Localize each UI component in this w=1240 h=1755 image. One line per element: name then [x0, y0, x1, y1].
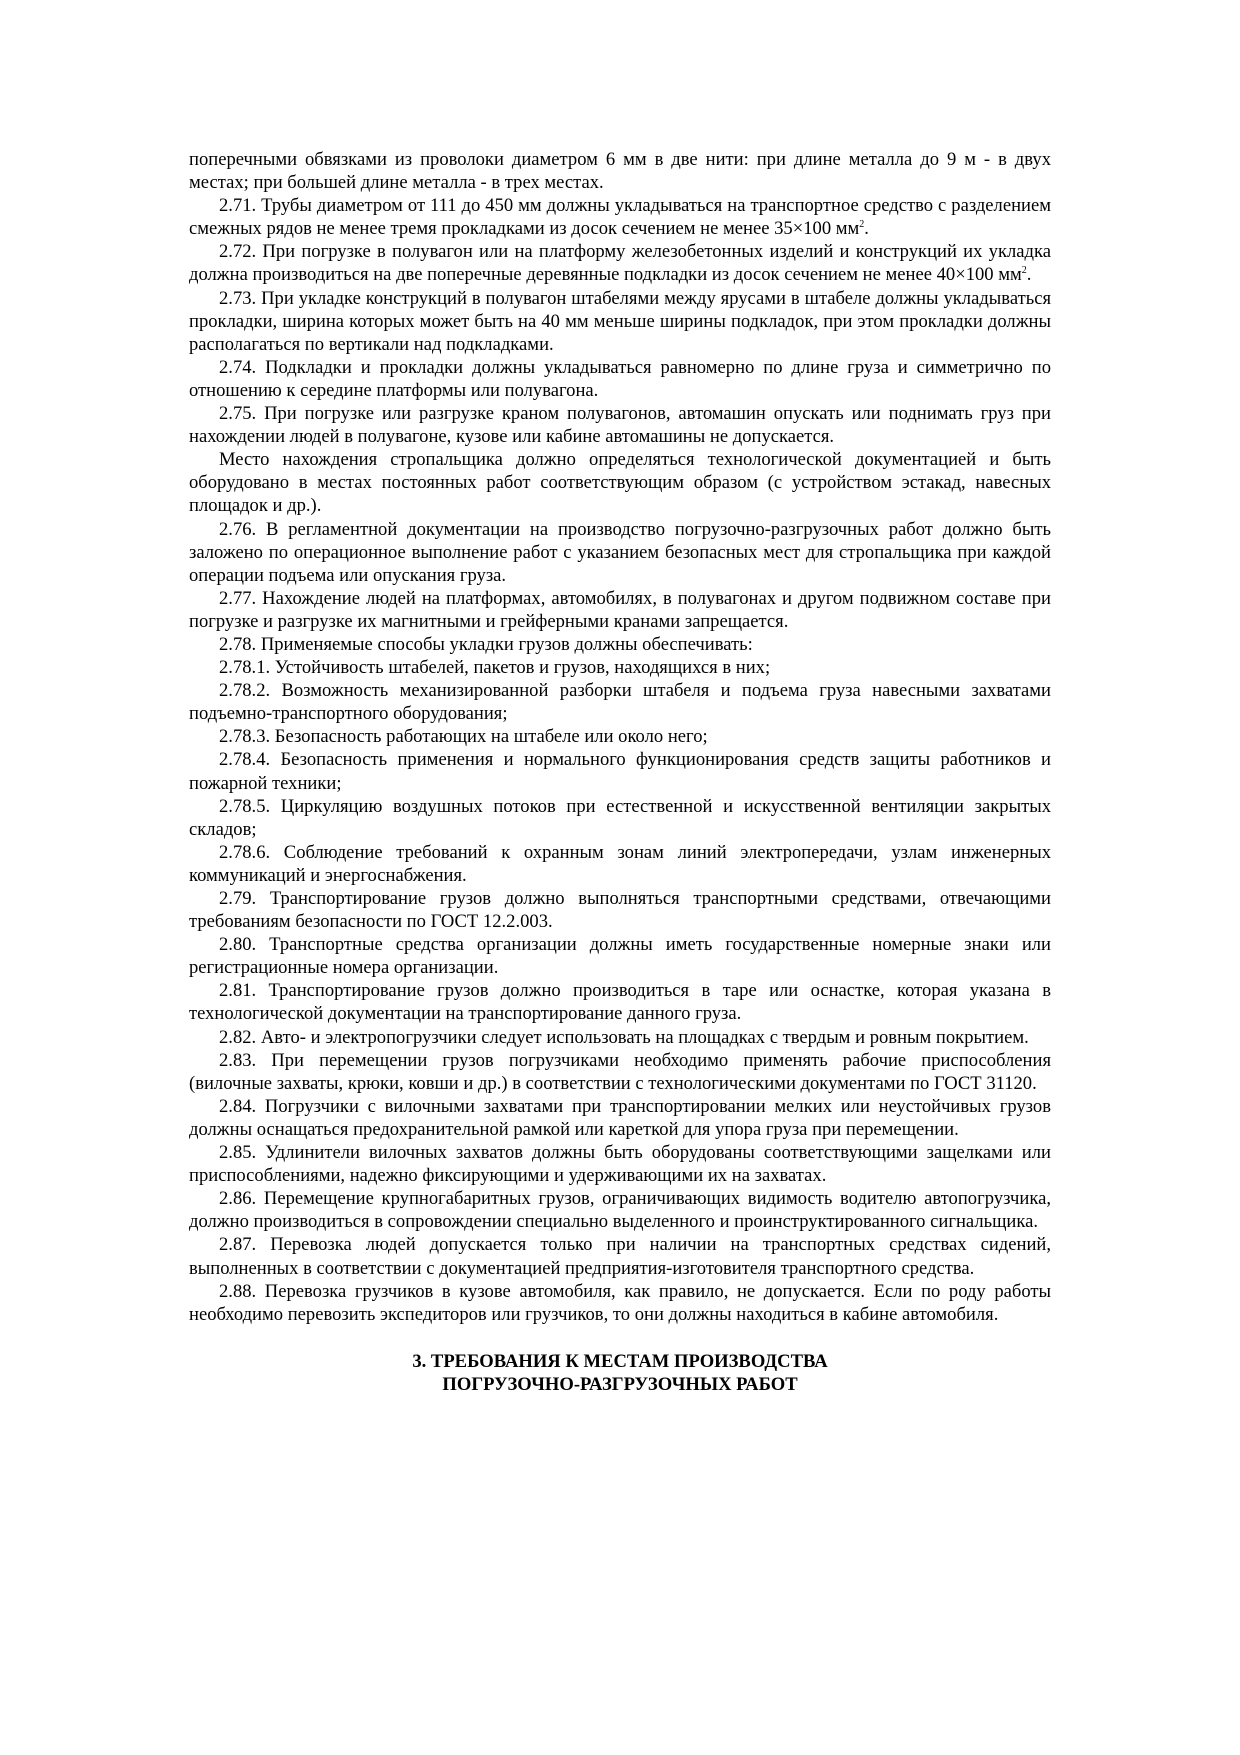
paragraph-2-76: 2.76. В регламентной документации на производство погрузочно-разгрузочных работ должно быть заложено по операционное выполнение работ с указанием безопасных мест для стропальщика при каждой операции подъема или опускания груза.: [189, 518, 1051, 586]
paragraph-2-88: 2.88. Перевозка грузчиков в кузове автомобиля, как правило, не допускается. Если по роду работы необходимо перевозить экспедиторов или грузчиков, то они должны находиться в кабине автомобиля.: [189, 1280, 1051, 1325]
paragraph-2-78-3: 2.78.3. Безопасность работающих на штабеле или около него;: [219, 726, 708, 748]
superscript: 2: [1021, 265, 1027, 277]
paragraph-2-86: 2.86. Перемещение крупногабаритных грузов, ограничивающих видимость водителю автопогрузчика, должно производиться в сопровождении специально выделенного и проинструктированного сигнальщика.: [189, 1188, 1051, 1233]
paragraph-2-78-4: 2.78.4. Безопасность применения и нормального функционирования средств защиты работников и пожарной техники;: [189, 749, 1051, 794]
superscript: 2: [859, 219, 865, 231]
paragraph-2-78: 2.78. Применяемые способы укладки грузов должны обеспечивать:: [219, 633, 753, 655]
paragraph-continuation: поперечными обвязками из проволоки диаметром 6 мм в две нити: при длине металла до 9 м - в двух местах; при большей длине металла - в трех местах.: [189, 149, 1051, 194]
paragraph-2-82: 2.82. Авто- и электропогрузчики следует использовать на площадках с твердым и ровным покрытием.: [219, 1026, 1029, 1048]
paragraph-2-80: 2.80. Транспортные средства организации должны иметь государственные номерные знаки или регистрационные номера организации.: [189, 934, 1051, 979]
paragraph-2-78-6: 2.78.6. Соблюдение требований к охранным зонам линий электропередачи, узлам инженерных коммуникаций и энергоснабжения.: [189, 841, 1051, 886]
paragraph-2-85: 2.85. Удлинители вилочных захватов должны быть оборудованы соответствующими защелками или приспособлениями, надежно фиксирующими и удерживающими их на захватах.: [189, 1142, 1051, 1187]
paragraph-2-78-2: 2.78.2. Возможность механизированной разборки штабеля и подъема груза навесными захватами подъемно-транспортного оборудования;: [189, 680, 1051, 725]
paragraph-2-79: 2.79. Транспортирование грузов должно выполняться транспортными средствами, отвечающими требованиям безопасности по ГОСТ 12.2.003.: [189, 888, 1051, 933]
paragraph-2-75: 2.75. При погрузке или разгрузке краном полувагонов, автомашин опускать или поднимать груз при нахождении людей в полувагоне, кузове или кабине автомашины не допускается.: [189, 403, 1051, 448]
paragraph-2-87: 2.87. Перевозка людей допускается только при наличии на транспортных средствах сидений, выполненных в соответствии с документацией предприятия-изготовителя транспортного средства.: [189, 1234, 1051, 1279]
paragraph-2-77: 2.77. Нахождение людей на платформах, автомобилях, в полувагонах и другом подвижном составе при погрузке и разгрузке их магнитными и грейферными кранами запрещается.: [189, 587, 1051, 632]
paragraph-2-78-1: 2.78.1. Устойчивость штабелей, пакетов и грузов, находящихся в них;: [219, 657, 771, 679]
paragraph-2-73: 2.73. При укладке конструкций в полувагон штабелями между ярусами в штабеле должны укладываться прокладки, ширина которых может быть на 40 мм меньше ширины подкладок, при этом прокладки должны располагаться по вертикали над подкладками.: [189, 287, 1051, 355]
paragraph-2-81: 2.81. Транспортирование грузов должно производиться в таре или оснастке, которая указана в технологической документации на транспортирование данного груза.: [189, 980, 1051, 1025]
paragraph-2-71: 2.71. Трубы диаметром от 111 до 450 мм должны укладываться на транспортное средство с разделением смежных рядов не менее тремя прокладками из досок сечением не менее 35×100 $мм^2$.: [189, 195, 1051, 240]
paragraph-2-83: 2.83. При перемещении грузов погрузчиками необходимо применять рабочие приспособления (вилочные захваты, крюки, ковши и др.) в соответствии с технологическими документами по ГОСТ 31120.: [189, 1049, 1051, 1094]
paragraph-2-78-5: 2.78.5. Циркуляцию воздушных потоков при естественной и искусственной вентиляции закрытых складов;: [189, 795, 1051, 840]
section-heading-line-2: ПОГРУЗОЧНО-РАЗГРУЗОЧНЫХ РАБОТ: [442, 1373, 798, 1395]
paragraph-2-72: 2.72. При погрузке в полувагон или на платформу железобетонных изделий и конструкций их укладка должна производиться на две поперечные деревянные подкладки из досок сечением не менее 40×100 $мм^2$.: [189, 241, 1051, 286]
paragraph-2-75-place: Место нахождения стропальщика должно определяться технологической документацией и быть оборудовано в местах постоянных работ соответствующим образом (с устройством эстакад, навесных площадок и др.).: [189, 449, 1051, 517]
paragraph-2-84: 2.84. Погрузчики с вилочными захватами при транспортировании мелких или неустойчивых грузов должны оснащаться предохранительной рамкой или кареткой для упора груза при перемещении.: [189, 1095, 1051, 1140]
section-heading: [189, 1350, 1051, 1396]
paragraph-2-74: 2.74. Подкладки и прокладки должны укладываться равномерно по длине груза и симметрично по отношению к середине платформы или полувагона.: [189, 356, 1051, 401]
section-heading-line-1: 3. ТРЕБОВАНИЯ К МЕСТАМ ПРОИЗВОДСТВА: [412, 1350, 828, 1372]
document-page: [189, 148, 1051, 1396]
